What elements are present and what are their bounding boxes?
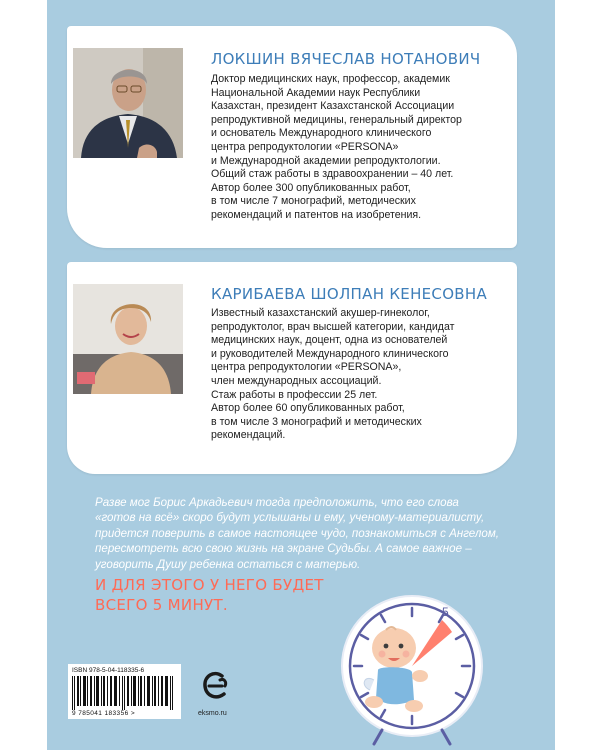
bio-line: репродуктолог, врач высшей категории, кандидат [211, 320, 455, 333]
bio-line: член международных ассоциаций. [211, 374, 382, 387]
clock-number: 5 [442, 605, 449, 619]
bio-line: и руководителей Международного клинического [211, 347, 449, 360]
author1-bio [211, 73, 491, 223]
bio-line: рекомендаций и патентов на изобретения. [211, 208, 422, 221]
author1-name: ЛОКШИН ВЯЧЕСЛАВ НОТАНОВИЧ [211, 50, 481, 68]
eksmo-logo-icon [200, 668, 230, 706]
barcode-icon [72, 676, 177, 710]
bio-line: центра репродуктологии «PERSONA», [211, 361, 402, 374]
isbn: ISBN 978-5-04-118335-6 [72, 667, 145, 674]
author1-photo [73, 48, 183, 158]
author2-name: КАРИБАЕВА ШОЛПАН КЕНЕСОВНА [211, 285, 488, 303]
bio-line: Казахстан, президент Казахстанской Ассоциации [211, 100, 455, 113]
author2-photo [73, 284, 183, 394]
book-quote [95, 495, 535, 572]
bio-line: Автор более 60 опубликованных работ, [211, 402, 405, 415]
bio-line: и Международной академии репродуктологии. [211, 154, 441, 167]
bio-line: в том числе 3 монографий и методических [211, 415, 422, 428]
quote-line: придется поверить в самое настоящее чудо, познакомиться с Ангелом, [95, 526, 500, 540]
bio-line: в том числе 7 монографий, методических [211, 195, 416, 208]
bio-line: рекомендаций. [211, 429, 286, 442]
quote-line: Разве мог Борис Аркадьевич тогда предположить, что его слова [95, 496, 459, 509]
tagline-line: И ДЛЯ ЭТОГО У НЕГО БУДЕТ [95, 576, 324, 594]
bio-line: Известный казахстанский акушер-гинеколог, [211, 307, 430, 319]
bio-line: репродуктивной медицины, генеральный директор [211, 113, 462, 126]
barcode-number: 9 785041 183356 > [72, 710, 136, 717]
tagline-line: ВСЕГО 5 МИНУТ. [95, 596, 228, 614]
bio-line: Национальной Академии наук Республики [211, 86, 421, 99]
barcode-box [68, 664, 181, 719]
alarm-clock-icon [330, 582, 490, 752]
quote-line: пересмотреть всю свою жизнь на экране Судьбы. А самое важное – [95, 542, 472, 556]
bio-line: Общий стаж работы в здравоохранении – 40 лет. [211, 168, 454, 181]
bio-line: медицинских наук, доцент, одна из основателей [211, 334, 448, 347]
publisher-site: eksmo.ru [198, 710, 227, 717]
bio-line: и основатель Международного клинического [211, 127, 432, 140]
bio-line: Стаж работы в профессии 25 лет. [211, 388, 378, 401]
author2-bio [211, 307, 491, 443]
bio-line: Доктор медицинских наук, профессор, академик [211, 73, 450, 85]
quote-line: уговорить Душу ребенка остаться с матерью. [95, 557, 361, 571]
bio-line: Автор более 300 опубликованных работ, [211, 181, 411, 194]
bio-line: центра репродуктологии «PERSONA» [211, 140, 399, 153]
quote-line: «готов на всё» скоро будут услышаны и ему, ученому-материалисту, [95, 511, 485, 525]
tagline [95, 575, 324, 615]
